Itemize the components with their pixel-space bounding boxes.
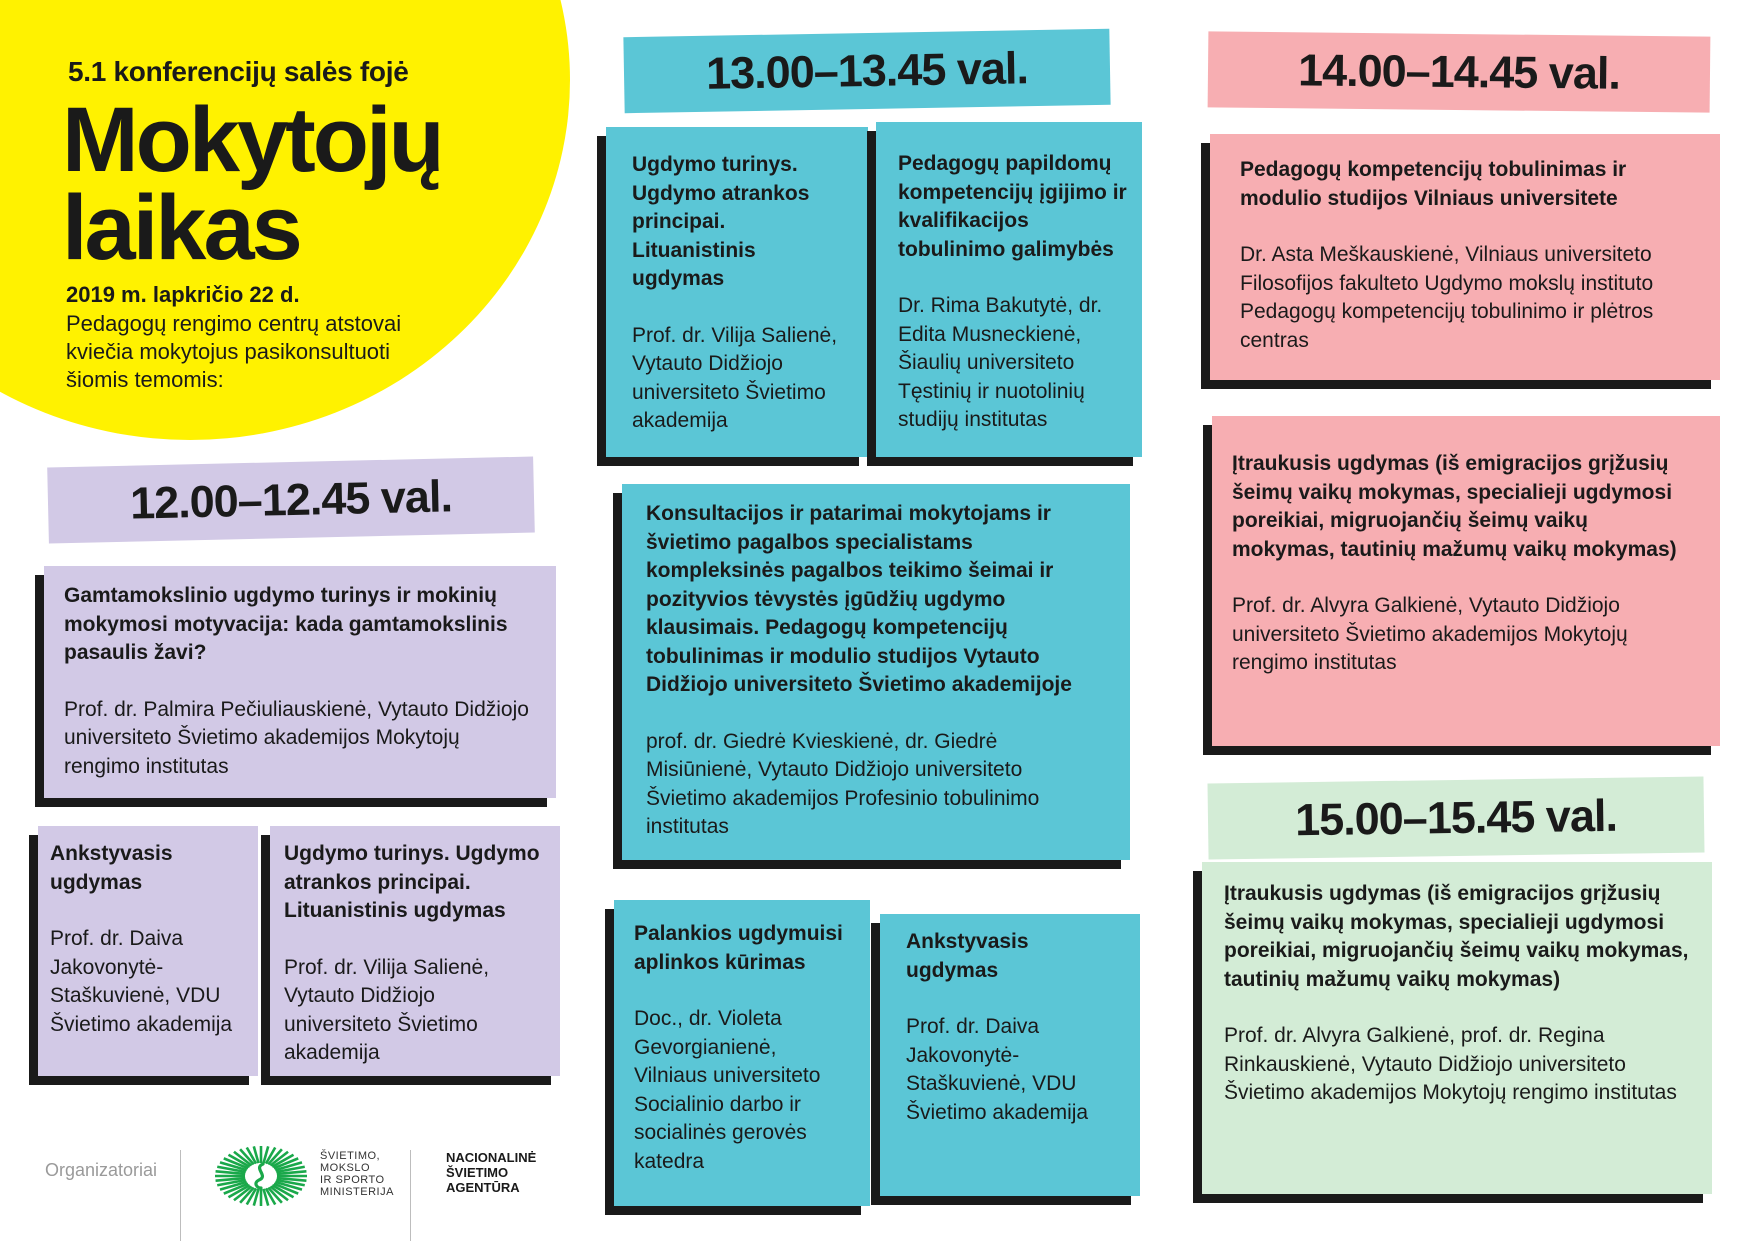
session-presenter: prof. dr. Giedrė Kvieskienė, dr. Giedrė Misiūnienė, Vytauto Didžiojo universiteto Švietimo akademijos Profesinio tobulinimo institutas	[646, 729, 1040, 838]
session-presenter: Dr. Rima Bakutytė, dr. Edita Musneckienė, Šiaulių universiteto Tęstinių ir nuotolinių studijų institutas	[898, 294, 1103, 431]
session-card	[270, 826, 560, 1076]
ministry-name-line: MOKSLO	[320, 1162, 371, 1174]
session-title: Įtraukusis ugdymas (iš emigracijos grįžusių šeimų vaikų mokymas, specialieji ugdymosi poreikiai, migruojančių šeimų vaikų mokymas, tautinių mažumų vaikų mokymas)	[1224, 882, 1689, 991]
page-title	[62, 89, 482, 279]
session-card	[614, 900, 870, 1206]
ministry-name-line: IR SPORTO	[320, 1174, 385, 1186]
intro-line: Pedagogų rengimo centrų atstovai	[66, 311, 402, 336]
session-title: Ugdymo turinys. Ugdymo atrankos principai. Lituanistinis ugdymas	[284, 842, 540, 922]
session-card	[606, 127, 868, 457]
session-card	[622, 484, 1130, 860]
agency-name-line: ŠVIETIMO	[446, 1165, 509, 1180]
event-date: 2019 m. lapkričio 22 d.	[66, 282, 300, 307]
agency-name-line: AGENTŪRA	[446, 1180, 520, 1195]
session-card	[38, 826, 258, 1076]
session-card	[1202, 862, 1712, 1194]
ministry-sunburst-emblem-icon	[213, 1144, 309, 1208]
session-presenter: Prof. dr. Palmira Pečiuliauskienė, Vytauto Didžiojo universiteto Švietimo akademijos Mokytojų rengimo institutas	[64, 697, 529, 778]
session-card	[876, 122, 1142, 457]
session-title: Konsultacijos ir patarimai mokytojams ir švietimo pagalbos specialistams kompleksinės pagalbos teikimo šeimai ir pozityvios tėvystės įgūdžių ugdymo klausimais. Pedagogų kompetencijų tobulinimas ir modulio studijos Vytauto Didžiojo universiteto Švietimo akademijoje	[646, 502, 1072, 696]
session-title: Ugdymo turinys. Ugdymo atrankos principai. Lituanistinis ugdymas	[632, 153, 810, 290]
time-banner-1400: 14.00–14.45 val.	[1208, 31, 1711, 112]
intro-line: kviečia mokytojus pasikonsultuoti	[66, 339, 391, 364]
session-presenter: Prof. dr. Alvyra Galkienė, prof. dr. Regina Rinkauskienė, Vytauto Didžiojo universiteto Švietimo akademijos Mokytojų rengimo institutas	[1224, 1024, 1677, 1104]
intro-line: šiomis temomis:	[66, 367, 224, 392]
session-presenter: Prof. dr. Daiva Jakovonytė-Staškuvienė, VDU Švietimo akademija	[906, 1015, 1089, 1124]
session-title: Pedagogų kompetencijų tobulinimas ir modulio studijos Vilniaus universitete	[1240, 158, 1627, 210]
footer-divider	[410, 1150, 411, 1241]
session-presenter: Prof. dr. Vilija Salienė, Vytauto Didžiojo universiteto Švietimo akademija	[632, 323, 838, 432]
session-title: Ankstyvasis ugdymas	[906, 930, 1029, 982]
session-presenter: Prof. dr. Daiva Jakovonytė-Staškuvienė, VDU Švietimo akademija	[50, 927, 233, 1036]
agency-name-line: NACIONALINĖ	[446, 1150, 537, 1165]
session-title: Pedagogų papildomų kompetencijų įgijimo ir kvalifikacijos tobulinimo galimybės	[898, 152, 1127, 261]
session-title: Įtraukusis ugdymas (iš emigracijos grįžusių šeimų vaikų mokymas, specialieji ugdymosi poreikiai, migruojančių šeimų vaikų mokymas, tautinių mažumų vaikų mokymas)	[1232, 452, 1677, 561]
session-card	[44, 566, 556, 798]
footer-divider	[180, 1150, 181, 1241]
session-presenter: Prof. dr. Alvyra Galkienė, Vytauto Didžiojo universiteto Švietimo akademijos Mokytojų rengimo institutas	[1232, 594, 1628, 674]
intro-text	[66, 310, 426, 394]
session-title: Gamtamokslinio ugdymo turinys ir mokinių mokymosi motyvacija: kada gamtamokslinis pasaulis žavi?	[64, 584, 508, 664]
organizers-label: Organizatoriai	[45, 1160, 158, 1180]
time-banner-1200: 12.00–12.45 val.	[47, 456, 535, 543]
time-banner-1500: 15.00–15.45 val.	[1207, 777, 1704, 860]
page-title-line2: laikas	[62, 177, 300, 279]
ministry-name-line: ŠVIETIMO,	[320, 1150, 381, 1162]
session-presenter: Dr. Asta Meškauskienė, Vilniaus universiteto Filosofijos fakulteto Ugdymo mokslų instituto Pedagogų kompetencijų tobulinimo ir plėtros centras	[1240, 243, 1654, 352]
time-banner-1300: 13.00–13.45 val.	[623, 29, 1110, 113]
session-presenter: Prof. dr. Vilija Salienė, Vytauto Didžiojo universiteto Švietimo akademija	[284, 955, 490, 1064]
session-card	[880, 914, 1140, 1196]
session-title: Ankstyvasis ugdymas	[50, 842, 173, 894]
session-presenter: Doc., dr. Violeta Gevorgianienė, Vilniaus universiteto Socialinio darbo ir socialinės gerovės katedra	[634, 1007, 821, 1173]
page-title-line1: Mokytojų	[62, 89, 442, 191]
session-card	[1210, 134, 1720, 380]
ministry-name-line: MINISTERIJA	[320, 1186, 394, 1198]
session-title: Palankios ugdymuisi aplinkos kūrimas	[634, 922, 843, 974]
session-card	[1212, 416, 1720, 746]
venue-label: 5.1 konferencijų salės fojė	[68, 56, 409, 87]
agency-name	[446, 1150, 536, 1195]
ministry-name	[320, 1150, 394, 1198]
